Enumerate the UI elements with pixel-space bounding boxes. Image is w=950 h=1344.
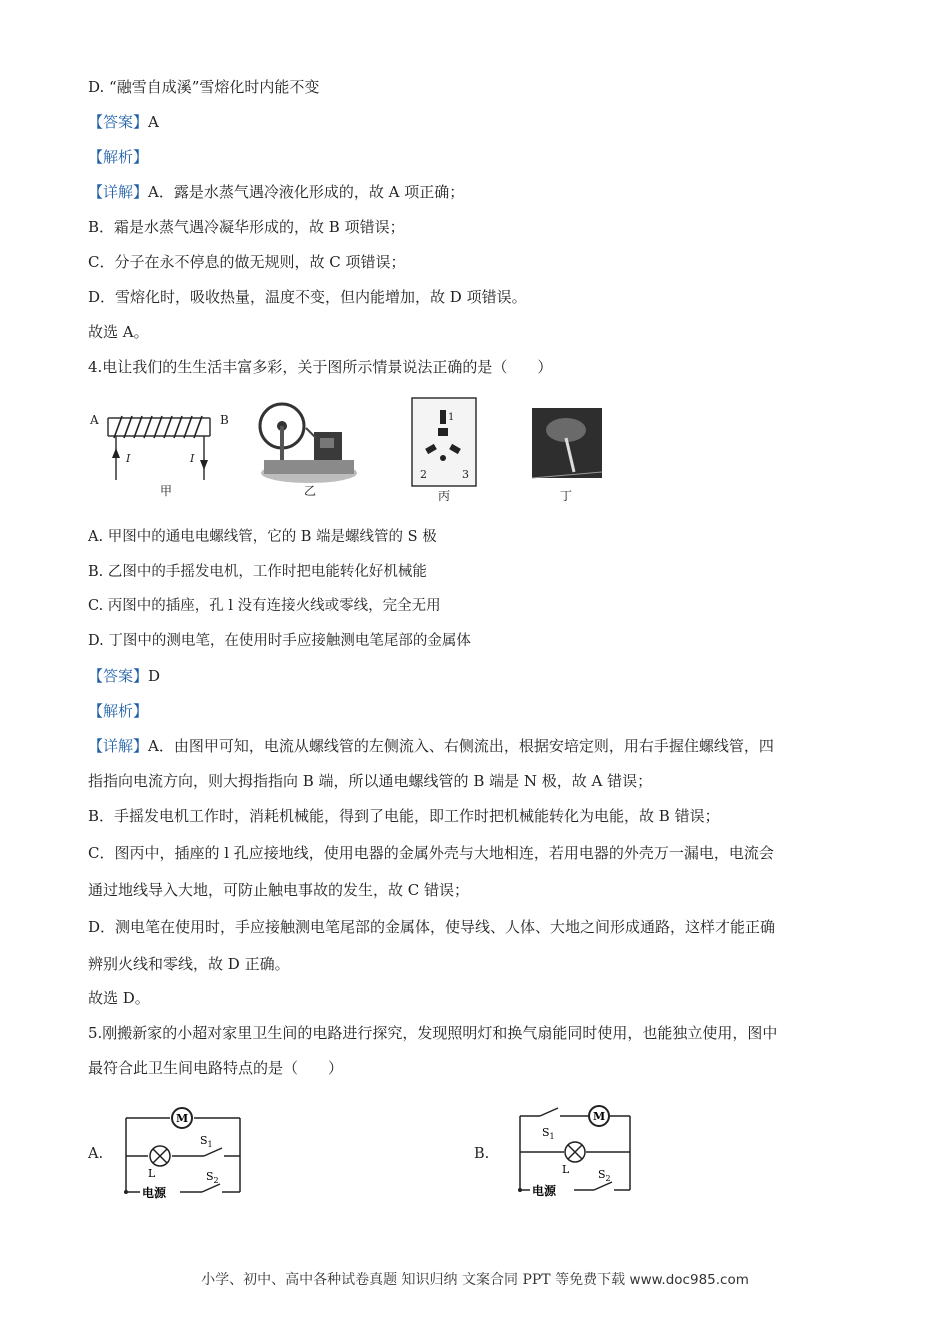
power-source-label-b: 电源 xyxy=(532,1184,557,1198)
line-text: 指指向电流方向，则大拇指指向 B 端，所以通电螺线管的 B 端是 N 极，故 A 错误； xyxy=(88,772,653,790)
switch-s1-label-b: $S_1$ xyxy=(542,1126,555,1141)
figure-label-yi: 乙 xyxy=(304,484,317,498)
answer-q3 xyxy=(88,112,159,132)
lamp-label-b: L xyxy=(562,1163,570,1176)
detail-q4-c2 xyxy=(88,880,469,900)
figure-label-jia: 甲 xyxy=(160,484,173,498)
line-text: D xyxy=(148,667,161,685)
footer-site-link[interactable]: www.doc985.com xyxy=(629,1272,749,1288)
answer-q4 xyxy=(88,666,160,686)
analysis-q4 xyxy=(88,701,148,721)
line-text: B. 乙图中的手摇发电机，工作时把电能转化好机械能 xyxy=(88,564,427,580)
line-text: D. 丁图中的测电笔，在使用时手应接触测电笔尾部的金属体 xyxy=(88,633,471,649)
section-bracket: 【详解】 xyxy=(88,737,149,755)
current-label-right: I xyxy=(190,452,195,465)
line-text: 4.电让我们的生生活丰富多彩，关于图所示情景说法正确的是（ ） xyxy=(88,358,553,376)
solenoid-figure xyxy=(86,388,236,506)
q4-option-a xyxy=(88,527,437,547)
choose-q4 xyxy=(88,988,150,1008)
switch-s1-label-a: $S_1$ xyxy=(200,1134,213,1149)
analysis-q3 xyxy=(88,147,148,167)
line-text: 最符合此卫生间电路特点的是（ ） xyxy=(88,1059,344,1077)
detail-q3-c xyxy=(88,252,406,272)
question-4-figures xyxy=(86,388,646,506)
detail-q4-d1 xyxy=(88,917,775,937)
circuit-option-b-label: B. xyxy=(474,1146,490,1162)
line-text: 辨别火线和零线，故 D 正确。 xyxy=(88,955,290,973)
section-bracket: 【解析】 xyxy=(88,702,149,720)
line-text: 故选 D。 xyxy=(88,989,150,1007)
line-text: B．霜是水蒸气遇冷凝华形成的，故 B 项错误； xyxy=(88,218,405,236)
q4-option-b xyxy=(88,562,427,582)
circuit-diagram-b xyxy=(512,1100,638,1200)
socket-hole-1: 1 xyxy=(448,412,455,423)
line-text: D．测电笔在使用时，手应接触测电笔尾部的金属体，使导线、人体、大地之间形成通路，这样才能正确 xyxy=(88,918,776,936)
motor-label-a: M xyxy=(176,1112,189,1125)
section-bracket: 【答案】 xyxy=(88,667,149,685)
question-5a xyxy=(88,1023,777,1043)
power-source-label-a: 电源 xyxy=(142,1186,167,1200)
question-4 xyxy=(88,357,552,377)
socket-hole-2: 2 xyxy=(420,468,427,481)
generator-figure xyxy=(254,388,364,506)
detail-q3-b xyxy=(88,217,405,237)
detail-q4-a1 xyxy=(88,736,774,756)
switch-s2-label-b: $S_2$ xyxy=(598,1168,611,1183)
line-text: A. 甲图中的通电电螺线管，它的 B 端是螺线管的 S 极 xyxy=(88,529,437,545)
section-bracket: 【详解】 xyxy=(88,183,149,201)
line-text: C. 丙图中的插座，孔 l 没有连接火线或零线，完全无用 xyxy=(88,598,441,614)
test-pen-figure xyxy=(526,388,626,506)
solenoid-end-a: A xyxy=(90,413,99,427)
switch-s2-label-a: $S_2$ xyxy=(206,1170,219,1185)
line-text: A xyxy=(148,113,159,131)
d-option-q3 xyxy=(88,77,319,97)
choose-q3 xyxy=(88,322,149,342)
detail-q4-c1 xyxy=(88,843,774,863)
detail-q4-b xyxy=(88,806,720,826)
current-label-left: I xyxy=(126,452,131,465)
line-text: C．分子在永不停息的做无规则，故 C 项错误； xyxy=(88,253,406,271)
line-text: A．由图甲可知，电流从螺线管的左侧流入、右侧流出，根据安培定则，用右手握住螺线管，四 xyxy=(148,737,774,755)
motor-label-b: M xyxy=(593,1110,606,1123)
footer-text: 小学、初中、高中各种试卷真题 知识归纳 文案合同 PPT 等免费下载 xyxy=(201,1272,626,1288)
line-text: A．露是水蒸气遇冷液化形成的，故 A 项正确； xyxy=(148,183,465,201)
circuit-option-a-label: A. xyxy=(88,1146,104,1162)
detail-q4-a2 xyxy=(88,771,652,791)
q4-option-c xyxy=(88,596,441,616)
figure-label-bing: 丙 xyxy=(438,489,451,503)
section-bracket: 【答案】 xyxy=(88,113,149,131)
lamp-label-a: L xyxy=(148,1167,156,1180)
socket-hole-3: 3 xyxy=(462,468,469,481)
line-text: C．图丙中，插座的 l 孔应接地线，使用电器的金属外壳与大地相连，若用电器的外壳万一漏电，电流会 xyxy=(88,844,774,862)
line-text: B．手摇发电机工作时，消耗机械能，得到了电能，即工作时把机械能转化为电能，故 B 错误； xyxy=(88,807,720,825)
detail-q4-d2 xyxy=(88,954,290,974)
q4-option-d xyxy=(88,631,471,651)
detail-q3-a xyxy=(88,182,464,202)
line-text: 通过地线导入大地，可防止触电事故的发生，故 C 错误； xyxy=(88,881,470,899)
socket-figure xyxy=(404,388,494,506)
page-footer xyxy=(0,1269,950,1289)
line-text: 故选 A。 xyxy=(88,323,149,341)
section-bracket: 【解析】 xyxy=(88,148,149,166)
figure-label-ding: 丁 xyxy=(560,489,573,503)
line-text: D．雪熔化时，吸收热量，温度不变，但内能增加，故 D 项错误。 xyxy=(88,288,527,306)
line-text: 5.刚搬新家的小超对家里卫生间的电路进行探究，发现照明灯和换气扇能同时使用，也能独立使用，图中 xyxy=(88,1024,778,1042)
question-5b xyxy=(88,1058,343,1078)
circuit-diagram-a xyxy=(118,1104,248,1202)
solenoid-end-b: B xyxy=(220,413,229,427)
line-text: D. “融雪自成溪”雪熔化时内能不变 xyxy=(88,78,320,96)
detail-q3-d xyxy=(88,287,527,307)
